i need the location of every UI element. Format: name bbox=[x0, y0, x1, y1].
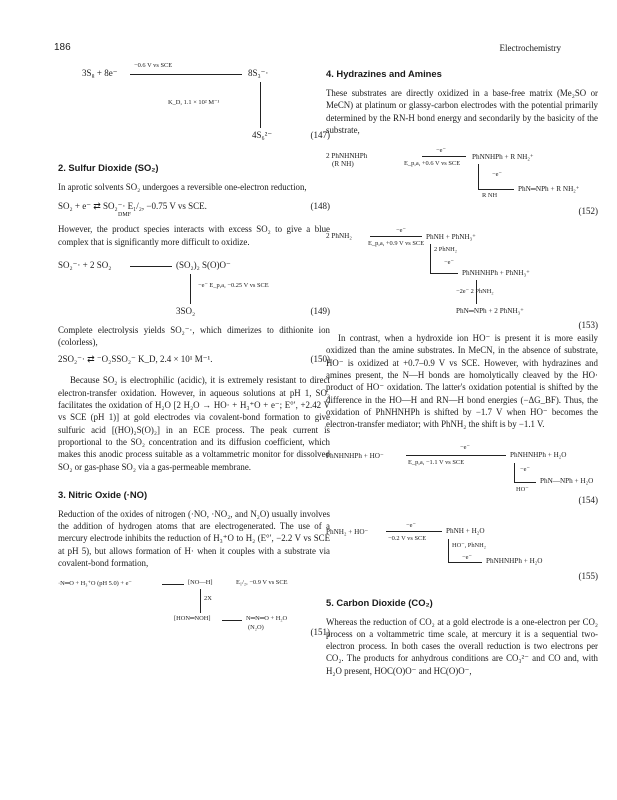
hydrazines-para-2: In contrast, when a hydroxide ion HO⁻ is present it is more easily oxidized than the amine substrates. In MeCN, in the absence of substrate, HO⁻ is oxidized at +0.7–0.9 V vs SCE. However, with hydrazines and amines present, the N—H bonds are homolytically cleaved by the HO· product of HO⁻ oxidation. The latter's oxidation potential is shifted by the difference in the HO—H and RN—H bond energies (−ΔG_BF). Thus, the oxidation of PhNHNHPh is shifted by −1.7 V when HO⁻ becomes the electron-transfer mediator; with PhNH₂ the shift is by −1.1 V. bbox=[326, 333, 598, 430]
eq149-product: (SO₂)₂ S(O)O⁻ bbox=[176, 259, 231, 270]
eq149-final: 3SO₂ bbox=[176, 305, 196, 316]
eq155-e2: −e⁻ bbox=[462, 553, 472, 561]
page-number: 186 bbox=[54, 42, 71, 53]
eq147-product: 8S₃⁻· bbox=[248, 68, 269, 78]
eq152-down-arrow bbox=[478, 164, 479, 190]
eq154-number: (154) bbox=[578, 494, 598, 505]
eq153-product-1: PhNH + PhNH₃⁺ bbox=[426, 233, 476, 242]
so2-para-1: In aprotic solvents SO₂ undergoes a reversible one-electron reduction, bbox=[58, 182, 307, 192]
section-heading-no: 3. Nitric Oxide (·NO) bbox=[58, 488, 148, 500]
eq148-text: SO₂ + e⁻ ⇄ SO₂⁻· E₁/₂, −0.75 V vs SCE. bbox=[58, 201, 207, 212]
eq155-product-1: PhNH + H₂O bbox=[446, 526, 485, 535]
eq149-down-arrow bbox=[190, 274, 191, 304]
eq152-e1: −e⁻ bbox=[436, 147, 446, 155]
eq152-e2: −e⁻ bbox=[492, 171, 502, 179]
eq153-product-2: PhNHNHPh + PhNH₃⁺ bbox=[462, 269, 530, 278]
section-heading-co2: 5. Carbon Dioxide (CO₂) bbox=[326, 596, 433, 608]
eq154-down-arrow bbox=[514, 463, 515, 483]
eq152-product-1: PhNNHPh + R NH₂⁺ bbox=[472, 153, 534, 162]
eq147-number: (147) bbox=[310, 130, 330, 140]
equation-154 bbox=[326, 441, 598, 505]
so2-para-4: Because SO₂ is electrophilic (acidic), it is extremely resistant to direct electron-transfer oxidation. However, in aqueous solutions at pH 1, SO₂ facilitates the oxidation of H₂O [2 H₂O → HO· + H₃⁺O + e⁻; E°′, +2.42 V vs SCE (pH 1)] at gold electrodes via covalent-bond formation to give sulfuric acid [(HO)₂S(O)₂] in an ECE process. The peak current is proportional to the SO₂ concentration and its diffusion coefficient, which makes this anodic process suitable as a voltammetric monitor for dissolved SO₂ or gas-phase SO₂ via a gas-permeable membrane. bbox=[58, 375, 330, 472]
eq152-product-2: PhN═NPh + R NH₂⁺ bbox=[518, 185, 580, 194]
eq151-final: N═N═O + H₂O bbox=[246, 615, 288, 623]
eq155-reagent: HO⁻, PhNH₂ bbox=[452, 541, 487, 549]
eq151-dimer: [HON═NOH] bbox=[174, 615, 211, 623]
eq147-final: 4S₆²⁻ bbox=[252, 130, 273, 140]
eq152-arrow bbox=[422, 156, 466, 157]
eq148-number: (148) bbox=[310, 201, 330, 212]
eq151-final-label: (N₂O) bbox=[248, 624, 264, 632]
eq155-condition: −0.2 V vs SCE bbox=[388, 534, 427, 542]
equation-147 bbox=[58, 60, 330, 146]
eq153-product-3: PhN═NPh + 2 PhNH₃⁺ bbox=[456, 307, 524, 316]
eq151-arrow bbox=[162, 584, 184, 585]
eq151-down-arrow bbox=[200, 589, 201, 613]
eq154-e1: −e⁻ bbox=[460, 443, 470, 451]
equation-151 bbox=[58, 577, 330, 637]
no-para-1: Reduction of the oxides of nitrogen (·NO, ·NO₂, and N₂O) usually involves the addition of hydrogen atoms that are electrogenerated. The use of a mercury electrode inhibits the reduction of H₃⁺O to H₂ (E°′, −2.2 V vs SCE at pH 5), but allows formation of H· when it couples with a substrate via covalent-bond formation, bbox=[58, 508, 330, 569]
eq153-condition: E_p,a, +0.9 V vs SCE bbox=[368, 240, 425, 248]
eq154-e2: −e⁻ bbox=[520, 465, 530, 473]
section-heading-so2: 2. Sulfur Dioxide (SO₂) bbox=[58, 162, 159, 173]
eq154-arrow-2 bbox=[514, 482, 536, 483]
eq149-number: (149) bbox=[310, 305, 330, 316]
eq151-multiplier: 2X bbox=[204, 595, 212, 603]
equation-149 bbox=[58, 258, 330, 314]
section-heading-hydrazines: 4. Hydrazines and Amines bbox=[326, 68, 442, 79]
eq147-reactants: 3S₈ + 8e⁻ bbox=[82, 68, 118, 78]
eq152-arrow-2 bbox=[478, 189, 514, 190]
equation-152 bbox=[326, 144, 598, 220]
equation-148 bbox=[58, 201, 330, 223]
left-column bbox=[58, 60, 330, 637]
eq154-reagent: HO⁻ bbox=[516, 485, 529, 493]
eq155-arrow bbox=[386, 531, 442, 532]
eq154-arrow bbox=[406, 455, 506, 456]
eq147-arrow bbox=[130, 74, 242, 75]
eq151-condition: E₁/₂, −0.9 V vs SCE bbox=[236, 579, 288, 587]
running-title: Electrochemistry bbox=[499, 43, 561, 53]
eq151-number: (151) bbox=[310, 627, 330, 638]
so2-para-3: Complete electrolysis yields SO₂⁻·, which dimerizes to dithionite ion (colorless), bbox=[58, 324, 330, 348]
eq149-condition: −e⁻ E_p,a, −0.25 V vs SCE bbox=[198, 281, 269, 289]
hydrazines-para-1: These substrates are directly oxidized in a base-free matrix (Me₂SO or MeCN) at platinum or glassy-carbon electrodes with the potential primarily determined by the RN-H bond energy and secondarily by the basicity of the substrate, bbox=[326, 88, 598, 135]
eq155-product-2: PhNHNHPh + H₂O bbox=[486, 556, 543, 565]
eq151-arrow-2 bbox=[222, 620, 242, 621]
eq153-e2: −e⁻ bbox=[444, 259, 454, 267]
eq151-reactants: ·N═O + H₃⁺O (pH 5.0) + e⁻ bbox=[58, 580, 132, 588]
eq152-number: (152) bbox=[578, 206, 598, 217]
eq149-reactants: SO₂⁻· + 2 SO₂ bbox=[58, 259, 112, 270]
equation-155 bbox=[326, 519, 598, 581]
eq154-condition: E_p,a, −1.1 V vs SCE bbox=[408, 458, 465, 466]
co2-para-1: Whereas the reduction of CO₂ at a gold electrode is a one-electron per CO₂ process on a voltammetric time scale, at mercury it is a sequential two-electron process. In both cases the overall reduction is two electrons per CO₂. The products for anhydrous conditions are CO₃²⁻ and CO and, with H₂O present, HOC(O)O⁻ and HC(O)O⁻, bbox=[326, 616, 598, 676]
eq155-number: (155) bbox=[578, 570, 598, 581]
eq149-arrow bbox=[130, 266, 172, 267]
eq154-product-2: PhN—NPh + H₂O bbox=[540, 476, 594, 485]
eq150-text: 2SO₂⁻· ⇄ ⁻O₂SSO₂⁻ K_D, 2.4 × 10¹ M⁻¹. bbox=[58, 354, 213, 365]
eq152-reactants: 2 PhNHNHPh bbox=[326, 152, 368, 161]
eq150-number: (150) bbox=[310, 354, 330, 365]
eq153-arrow bbox=[370, 236, 422, 237]
eq153-arrow-2 bbox=[430, 273, 458, 274]
right-column bbox=[326, 60, 598, 677]
eq153-step1: 2 PhNH₂ bbox=[434, 246, 458, 254]
eq147-condition: −0.6 V vs SCE bbox=[134, 62, 173, 69]
eq155-down-arrow bbox=[448, 539, 449, 563]
eq155-reactants: PhNH₂ + HO⁻ bbox=[326, 527, 369, 536]
eq154-reactants: PhNHNHPh + HO⁻ bbox=[326, 451, 384, 460]
eq148-solvent: DMF bbox=[118, 212, 132, 219]
equation-150 bbox=[58, 354, 330, 374]
equation-153 bbox=[326, 224, 598, 320]
eq152-condition: E_p,a, +0.6 V vs SCE bbox=[404, 160, 461, 168]
eq153-number-row bbox=[326, 320, 598, 332]
eq152-reactant-label: (R NH) bbox=[332, 160, 354, 169]
eq153-step2: −2e⁻ 2 PhNH₂ bbox=[456, 288, 494, 296]
eq153-number: (153) bbox=[578, 320, 598, 331]
eq153-reactants: 2 PhNH₂ bbox=[326, 232, 352, 241]
eq147-down-arrow bbox=[260, 82, 261, 128]
eq152-rnh: R NH bbox=[482, 192, 498, 200]
so2-para-2: However, the product species interacts with excess SO₂ to give a blue complex that is significantly more difficult to oxidize. bbox=[58, 224, 330, 247]
eq147-kd: K_D, 1.1 × 10² M⁻¹ bbox=[168, 99, 220, 106]
eq154-product-1: PhNHNHPh + H₂O bbox=[510, 450, 567, 459]
eq155-arrow-2 bbox=[448, 562, 482, 563]
eq155-e1: −e⁻ bbox=[406, 521, 416, 529]
eq153-e1: −e⁻ bbox=[396, 227, 406, 235]
eq151-intermediate: [NO—H] bbox=[188, 579, 213, 587]
eq153-down-arrow bbox=[430, 244, 431, 274]
